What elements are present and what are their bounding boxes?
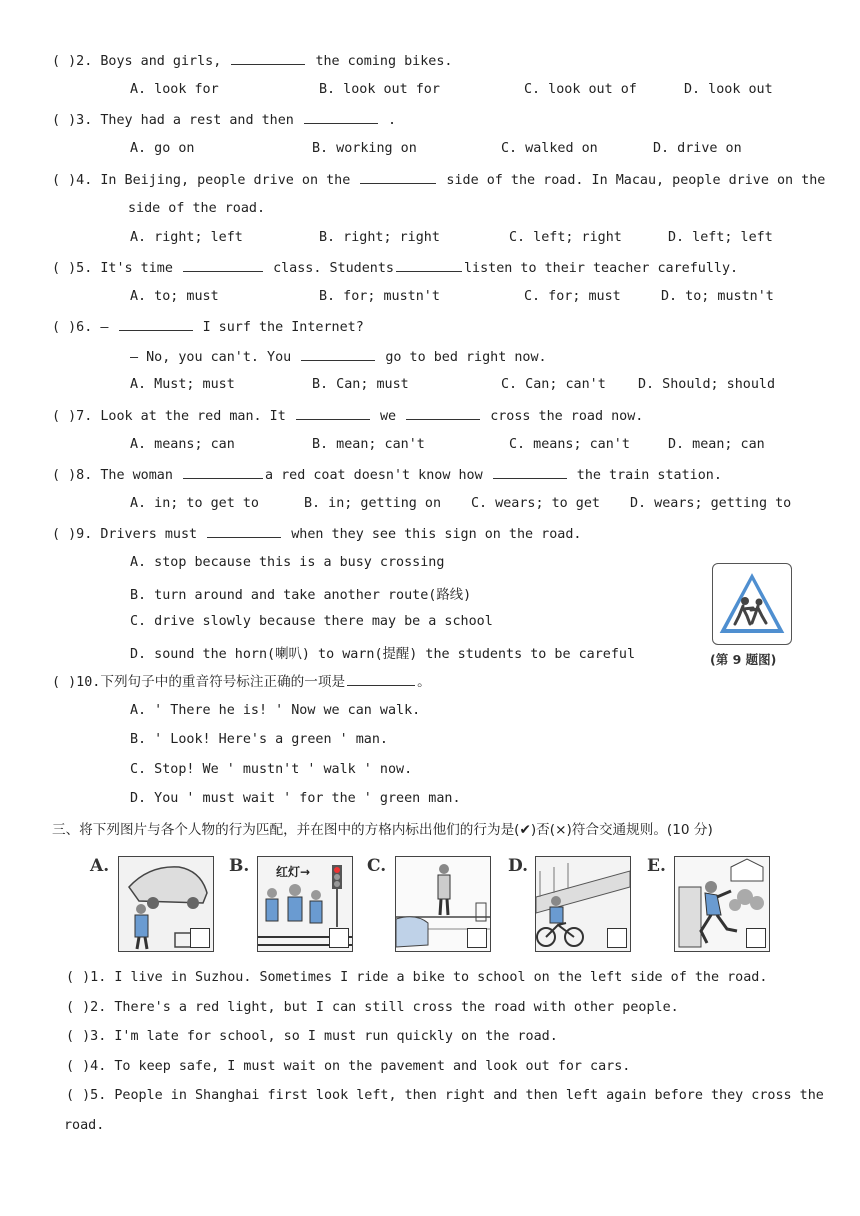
option-b[interactable]: B. ' Look! Here's a green ' man. xyxy=(130,732,388,747)
option-d[interactable]: D. Should; should xyxy=(638,377,776,392)
question-text: the train station. xyxy=(576,468,722,483)
answer-paren[interactable]: ( )4. xyxy=(66,1059,107,1074)
option-a[interactable]: A. ' There he is! ' Now we can walk. xyxy=(130,703,421,718)
figure-caption: (第 9 题图) xyxy=(710,652,777,667)
answer-blank[interactable] xyxy=(183,466,263,479)
option-d[interactable]: D. to; mustn't xyxy=(661,289,774,304)
question-3 xyxy=(52,111,396,130)
check-box[interactable] xyxy=(329,928,349,948)
option-c[interactable]: C. drive slowly because there may be a school xyxy=(130,614,493,629)
answer-blank[interactable] xyxy=(119,318,193,331)
answer-paren[interactable]: ( )5. xyxy=(52,261,93,276)
answer-paren[interactable]: ( )10. xyxy=(52,675,101,690)
answer-blank[interactable] xyxy=(301,348,375,361)
option-c[interactable]: C. Can; can't xyxy=(501,377,606,392)
option-b[interactable]: B. look out for xyxy=(319,82,440,97)
answer-paren[interactable]: ( )6. xyxy=(52,320,93,335)
option-d[interactable]: D. wears; getting to xyxy=(630,496,792,511)
option-b[interactable]: B. right; right xyxy=(319,230,440,245)
answer-paren[interactable]: ( )2. xyxy=(66,1000,107,1015)
answer-blank[interactable] xyxy=(347,673,415,686)
option-b[interactable]: B. turn around and take another route(路线) xyxy=(130,588,472,603)
statement-5 xyxy=(66,1087,824,1105)
statement-3 xyxy=(66,1028,558,1046)
option-a[interactable]: A. means; can xyxy=(130,437,235,452)
question-6-line-2 xyxy=(130,348,547,367)
answer-paren[interactable]: ( )3. xyxy=(66,1029,107,1044)
statement-4 xyxy=(66,1058,630,1076)
question-text: side of the road. In Macau, people drive on the xyxy=(446,173,826,188)
answer-paren[interactable]: ( )7. xyxy=(52,409,93,424)
option-c[interactable]: C. for; must xyxy=(524,289,621,304)
answer-blank[interactable] xyxy=(207,525,281,538)
question-text: when they see this sign on the road. xyxy=(291,527,582,542)
option-a[interactable]: A. go on xyxy=(130,141,195,156)
option-a[interactable]: A. stop because this is a busy crossing xyxy=(130,555,445,570)
question-text: Drivers must xyxy=(100,527,198,542)
children-crossing-sign-icon xyxy=(712,563,792,645)
question-6 xyxy=(52,318,364,337)
question-text: cross the road now. xyxy=(490,409,644,424)
question-10 xyxy=(52,673,431,692)
question-8 xyxy=(52,466,722,485)
question-text: Look at the red man. It xyxy=(100,409,286,424)
question-text: go to bed right now. xyxy=(385,350,547,365)
option-d[interactable]: D. You ' must wait ' for the ' green man. xyxy=(130,791,461,806)
option-b[interactable]: B. working on xyxy=(312,141,417,156)
option-c[interactable]: C. left; right xyxy=(509,230,622,245)
question-text: The woman xyxy=(100,468,173,483)
picture-label-e: E. xyxy=(647,856,666,876)
running-student-icon xyxy=(674,856,770,952)
statement-text: I live in Suzhou. Sometimes I ride a bike to school on the left side of the road. xyxy=(114,970,768,985)
answer-blank[interactable] xyxy=(296,407,370,420)
question-text: — No, you can't. You xyxy=(130,350,292,365)
question-text: . xyxy=(387,113,397,128)
question-text: I surf the Internet? xyxy=(202,320,364,335)
question-text: In Beijing, people drive on the xyxy=(100,173,351,188)
option-b[interactable]: B. Can; must xyxy=(312,377,409,392)
statement-text: To keep safe, I must wait on the pavement and look out for cars. xyxy=(114,1059,631,1074)
question-text: 。 xyxy=(417,674,431,690)
option-a[interactable]: A. to; must xyxy=(130,289,219,304)
option-d[interactable]: D. left; left xyxy=(668,230,773,245)
option-b[interactable]: B. in; getting on xyxy=(304,496,442,511)
answer-paren[interactable]: ( )3. xyxy=(52,113,93,128)
section-3-title: 三、将下列图片与各个人物的行为匹配，并在图中的方格内标出他们的行为是(✔)否(×)符合交通规则。(10 分) xyxy=(52,822,713,838)
statement-2 xyxy=(66,999,679,1017)
answer-blank[interactable] xyxy=(396,259,462,272)
picture-label-a: A. xyxy=(90,856,110,876)
answer-blank[interactable] xyxy=(360,171,436,184)
answer-blank[interactable] xyxy=(183,259,263,272)
answer-blank[interactable] xyxy=(304,111,378,124)
question-9 xyxy=(52,525,581,544)
answer-paren[interactable]: ( )1. xyxy=(66,970,107,985)
option-c[interactable]: C. wears; to get xyxy=(471,496,600,511)
statement-text: People in Shanghai first look left, then right and then left again before they cross the xyxy=(114,1088,824,1103)
question-5 xyxy=(52,259,738,278)
check-box[interactable] xyxy=(746,928,766,948)
option-d[interactable]: D. sound the horn(喇叭) to warn(提醒) the students to be careful xyxy=(130,647,636,662)
question-text: we xyxy=(379,409,397,424)
question-7 xyxy=(52,407,643,426)
option-a[interactable]: A. in; to get to xyxy=(130,496,259,511)
question-2 xyxy=(52,52,453,71)
option-d[interactable]: D. drive on xyxy=(653,141,742,156)
pavement-waiting-icon xyxy=(395,856,491,952)
car-and-student-icon xyxy=(118,856,214,952)
question-4-continued: side of the road. xyxy=(128,201,266,216)
statement-text: There's a red light, but I can still cross the road with other people. xyxy=(114,1000,679,1015)
picture-label-c: C. xyxy=(367,856,387,876)
picture-label-d: D. xyxy=(508,856,529,876)
option-c[interactable]: C. walked on xyxy=(501,141,598,156)
check-box[interactable] xyxy=(467,928,487,948)
question-4 xyxy=(52,171,825,190)
question-text: the coming bikes. xyxy=(315,54,453,69)
question-text: — xyxy=(100,320,109,335)
option-a[interactable]: A. right; left xyxy=(130,230,243,245)
question-text: Boys and girls, xyxy=(100,54,222,69)
check-box[interactable] xyxy=(607,928,627,948)
question-text: a red coat doesn't know how xyxy=(265,468,483,483)
question-text: It's time xyxy=(100,261,173,276)
answer-blank[interactable] xyxy=(231,52,305,65)
bike-rider-icon xyxy=(535,856,631,952)
option-d[interactable]: D. look out xyxy=(684,82,773,97)
answer-blank[interactable] xyxy=(406,407,480,420)
question-text: They had a rest and then xyxy=(100,113,294,128)
option-b[interactable]: B. mean; can't xyxy=(312,437,425,452)
picture-label-b: B. xyxy=(229,856,250,876)
statement-5-continued: road. xyxy=(64,1118,105,1133)
statement-1 xyxy=(66,969,767,987)
option-c[interactable]: C. Stop! We ' mustn't ' walk ' now. xyxy=(130,762,413,777)
answer-paren[interactable]: ( )2. xyxy=(52,54,93,69)
answer-blank[interactable] xyxy=(493,466,567,479)
check-box[interactable] xyxy=(190,928,210,948)
question-text: class. Students xyxy=(273,261,394,276)
answer-paren[interactable]: ( )4. xyxy=(52,173,93,188)
statement-text: I'm late for school, so I must run quickly on the road. xyxy=(114,1029,558,1044)
option-d[interactable]: D. mean; can xyxy=(668,437,765,452)
option-c[interactable]: C. means; can't xyxy=(509,437,630,452)
question-text: 下列句子中的重音符号标注正确的一项是 xyxy=(100,674,346,690)
question-text: listen to their teacher carefully. xyxy=(464,261,739,276)
option-b[interactable]: B. for; mustn't xyxy=(319,289,440,304)
red-light-crowd-icon xyxy=(257,856,353,952)
option-c[interactable]: C. look out of xyxy=(524,82,637,97)
option-a[interactable]: A. look for xyxy=(130,82,219,97)
answer-paren[interactable]: ( )9. xyxy=(52,527,93,542)
option-a[interactable]: A. Must; must xyxy=(130,377,235,392)
answer-paren[interactable]: ( )8. xyxy=(52,468,93,483)
red-light-label: 红灯→ xyxy=(276,865,311,879)
answer-paren[interactable]: ( )5. xyxy=(66,1088,107,1103)
